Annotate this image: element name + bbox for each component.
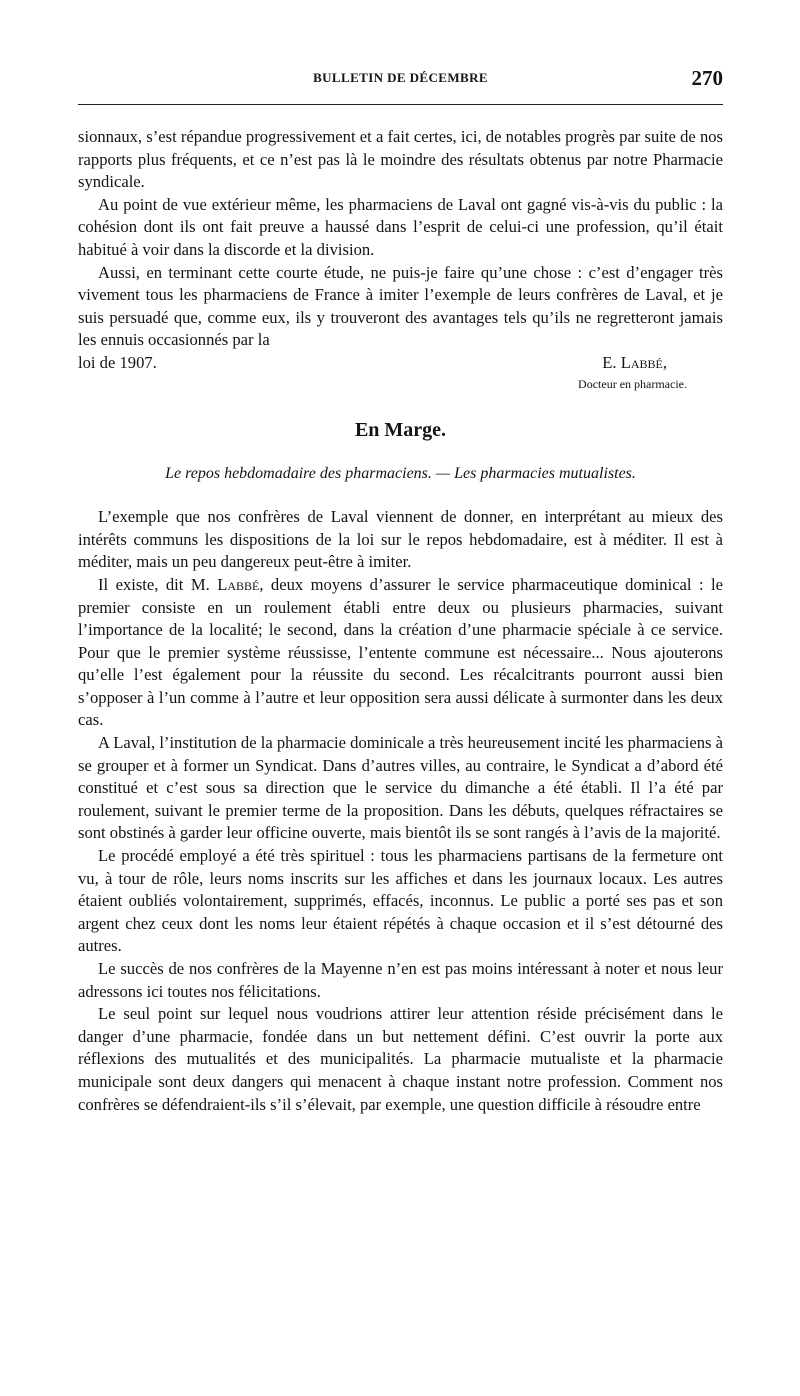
- paragraph: Le seul point sur lequel nous voudrions attirer leur attention réside précisément dans le danger d’une pharmacie, fondée dans un but nettement défini. C’est ouvrir la porte aux réflexions des mutualités et des municipalités. La pharmacie mutualiste et la pharmacie municipale sont deux dangers qui menacent à chaque instant notre profession. Comment nos confrères se défendraient-ils s’il s’élevait, par exemple, une question difficile à résoudre entre: [78, 1004, 723, 1114]
- body-text: [78, 126, 723, 1116]
- signature-initial: E.: [602, 352, 617, 372]
- closing-line: loi de 1907.: [78, 352, 157, 372]
- paragraph-text: Il existe, dit M.: [98, 574, 210, 594]
- paragraph: L’exemple que nos confrères de Laval viennent de donner, en interprétant au mieux des intérêts communs les dispositions de la loi sur le repos hebdomadaire, est à méditer. Il est à méditer, mais un peu dangereux peut-être à imiter.: [78, 507, 723, 572]
- signature-line: [78, 352, 723, 375]
- paragraph-text: , deux moyens d’assurer le service pharmaceutique dominical : le premier consiste en un roulement établi entre deux ou plusieurs pharmacies, suivant l’importance de la localité; le second, dans la création d’une pharmacie spéciale à ce service. Pour que le premier système réussisse, l’entente commune est nécessaire... Nous ajouterons qu’elle l’est également pour la réussite du second. Les récalcitrants pourront aussi bien s’opposer à l’un comme à l’autre et leur opposition sera aussi délicate à surmonter dans les deux cas.: [78, 574, 724, 730]
- header-rule: [78, 104, 723, 105]
- paragraph: Au point de vue extérieur même, les pharmaciens de Laval ont gagné vis-à-vis du public : la cohésion dont ils ont fait preuve a haussé dans l’esprit de celui-ci une profession, qu’il était habitué à voir dans la discorde et la division.: [78, 194, 723, 259]
- paragraph: Le procédé employé a été très spirituel : tous les pharmaciens partisans de la fermeture ont vu, à tour de rôle, leurs noms inscrits sur les affiches et dans les journaux locaux. Les autres étaient oubliés volontairement, supprimés, effacés, inconnus. Le public a porté ses pas et son argent chez ceux dont les noms leur étaient répétés à chaque occasion et il s’est détourné des autres.: [78, 846, 723, 956]
- signature-title: Docteur en pharmacie.: [578, 376, 687, 391]
- paragraph: [78, 574, 723, 732]
- page-number: 270: [691, 66, 723, 90]
- signature-surname: Labbé,: [620, 352, 667, 372]
- paragraph: Le succès de nos confrères de la Mayenne n’en est pas moins intéressant à noter et nous leur adressons ici toutes nos félicitations.: [78, 959, 723, 1001]
- signature-name: [602, 352, 723, 375]
- section-title: En Marge.: [354, 418, 447, 441]
- paragraph-continuation: sionnaux, s’est répandue progressivement et a fait certes, ici, de notables progrès par suite de nos rapports plus fréquents, et ce n’est pas là le moindre des résultats obtenus par notre Pharmacie syndicale.: [78, 127, 723, 192]
- cited-name: Labbé: [217, 574, 260, 594]
- section-subtitle: Le repos hebdomadaire des pharmaciens. — Les pharmacies mutualistes.: [165, 464, 636, 482]
- running-title: BULLETIN DE DÉCEMBRE: [313, 70, 488, 85]
- page-header: [78, 66, 723, 94]
- paragraph: A Laval, l’institution de la pharmacie dominicale a très heureusement incité les pharmaciens à se grouper et à former un Syndicat. Dans d’autres villes, au contraire, le Syndicat a d’abord été constitué et c’est sous sa direction que le service du dimanche a été établi. Il l’a été par roulement, suivant le premier terme de la proposition. Dans les débuts, quelques réfractaires se sont obstinés à garder leur officine ouverte, mais bientôt ils se sont rangés à l’avis de la majorité.: [78, 733, 723, 843]
- paragraph: Aussi, en terminant cette courte étude, ne puis-je faire qu’une chose : c’est d’engager très vivement tous les pharmaciens de France à imiter l’exemple de leurs confrères de Laval, et je suis persuadé que, comme eux, ils y trouveront des avantages tels qu’ils ne regretteront jamais les ennuis occasionnés par la: [78, 262, 723, 350]
